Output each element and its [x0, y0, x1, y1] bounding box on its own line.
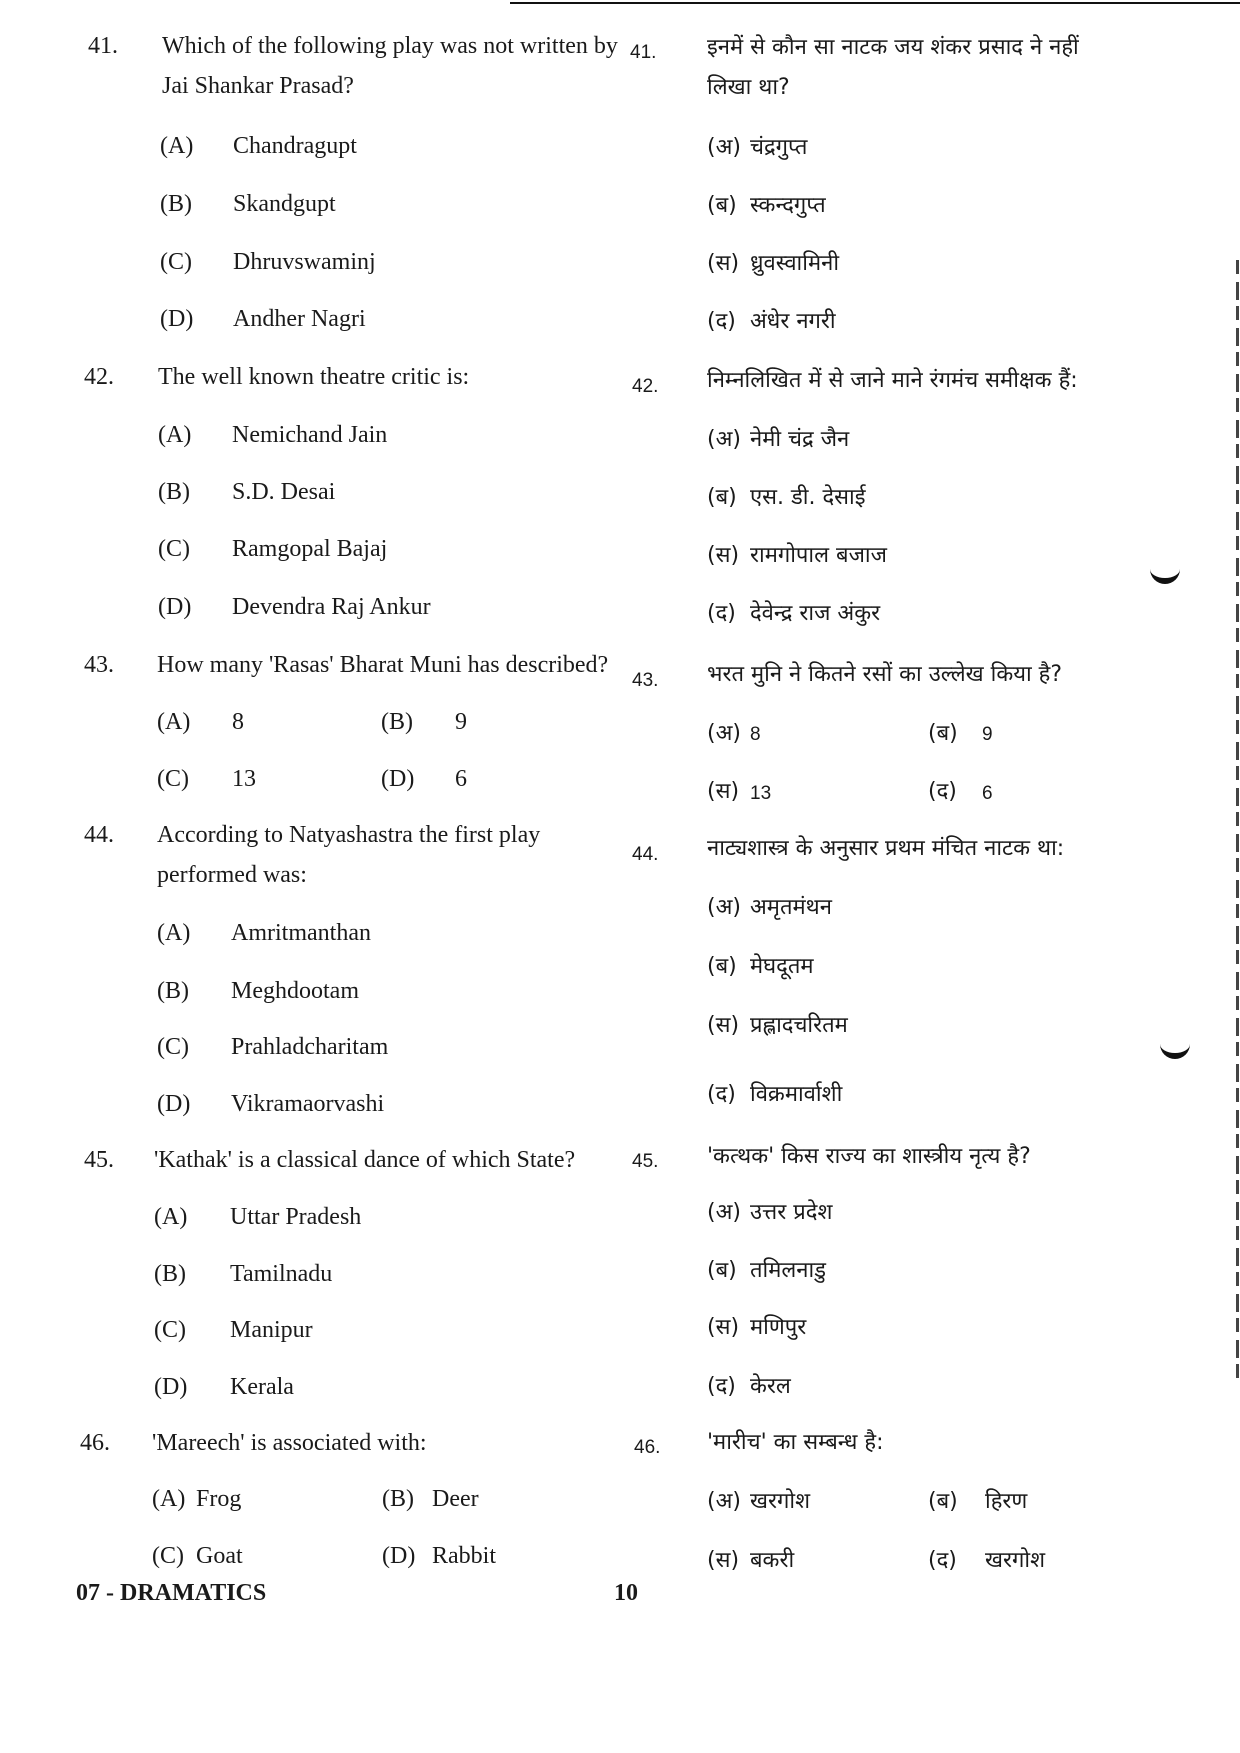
- option-text-hindi: विक्रमार्वाशी: [750, 1082, 843, 1107]
- option-label: (C): [160, 249, 192, 275]
- option-label-hindi: (द): [707, 1082, 736, 1107]
- option-text: Kerala: [230, 1374, 294, 1400]
- option-text: Nemichand Jain: [232, 422, 388, 448]
- option-label: (A): [158, 422, 192, 448]
- option-text-hindi: स्कन्दगुप्त: [750, 193, 826, 218]
- question-text-hindi: लिखा था?: [707, 75, 790, 100]
- option-label-hindi: (ब): [707, 954, 737, 979]
- option-text-hindi: चंद्रगुप्त: [750, 135, 808, 160]
- option-label-hindi: (द): [707, 601, 736, 626]
- option-text-hindi: खरगोश: [985, 1548, 1046, 1573]
- option-label: (D): [160, 306, 194, 332]
- question-number: 45.: [84, 1147, 114, 1173]
- option-text: 9: [455, 709, 467, 735]
- option-label: (C): [158, 536, 190, 562]
- option-label: (B): [381, 709, 413, 735]
- question-number: 42.: [84, 364, 114, 390]
- option-label-hindi: (ब): [928, 721, 958, 746]
- option-text: Frog: [196, 1486, 242, 1512]
- option-text: Dhruvswaminj: [233, 249, 376, 275]
- question-text: How many 'Rasas' Bharat Muni has described?: [157, 652, 609, 678]
- option-text-hindi: 13: [750, 783, 772, 804]
- scan-mark: [1150, 560, 1180, 584]
- option-label: (B): [154, 1261, 186, 1287]
- question-number: 43.: [84, 652, 114, 678]
- top-rule: [510, 2, 1240, 4]
- question-text-hindi: इनमें से कौन सा नाटक जय शंकर प्रसाद ने नहीं: [707, 35, 1079, 60]
- option-label: (B): [157, 978, 189, 1004]
- option-text-hindi: 8: [750, 724, 761, 745]
- option-label-hindi: (अ): [707, 1489, 741, 1514]
- option-label-hindi: (स): [707, 1315, 740, 1340]
- option-label-hindi: (स): [707, 543, 740, 568]
- option-text-hindi: मणिपुर: [750, 1315, 807, 1340]
- option-text: Chandragupt: [233, 133, 357, 159]
- question-number-hindi: 46.: [634, 1437, 661, 1458]
- option-text-hindi: 9: [982, 724, 993, 745]
- option-text: Deer: [432, 1486, 479, 1512]
- option-text: Ramgopal Bajaj: [232, 536, 388, 562]
- scan-mark: [1160, 1035, 1190, 1059]
- option-label-hindi: (ब): [707, 1258, 737, 1283]
- option-text-hindi: ध्रुवस्वामिनी: [750, 251, 840, 276]
- option-text-hindi: एस. डी. देसाई: [750, 485, 866, 510]
- question-text: Jai Shankar Prasad?: [162, 73, 354, 99]
- option-label-hindi: (अ): [707, 1200, 741, 1225]
- option-label-hindi: (अ): [707, 427, 741, 452]
- option-text: Devendra Raj Ankur: [232, 594, 431, 620]
- question-text: According to Natyashastra the first play: [157, 822, 541, 848]
- question-text-hindi: नाट्यशास्त्र के अनुसार प्रथम मंचित नाटक था:: [707, 836, 1065, 861]
- option-text: S.D. Desai: [232, 479, 336, 505]
- option-label-hindi: (स): [707, 779, 740, 804]
- option-label-hindi: (अ): [707, 721, 741, 746]
- option-label: (B): [382, 1486, 414, 1512]
- option-label: (D): [382, 1543, 416, 1569]
- option-label: (A): [152, 1486, 186, 1512]
- question-text: 'Mareech' is associated with:: [152, 1430, 427, 1456]
- option-label: (C): [154, 1317, 186, 1343]
- option-label: (D): [158, 594, 192, 620]
- option-label-hindi: (ब): [928, 1489, 958, 1514]
- question-number-hindi: 42.: [632, 376, 659, 397]
- option-text-hindi: प्रह्लादचरितम: [750, 1013, 848, 1038]
- option-label-hindi: (द): [707, 309, 736, 334]
- question-text-hindi: भरत मुनि ने कितने रसों का उल्लेख किया है?: [707, 662, 1063, 687]
- option-text-hindi: अंधेर नगरी: [750, 309, 836, 334]
- option-text: Amritmanthan: [231, 920, 371, 946]
- option-label-hindi: (द): [707, 1374, 736, 1399]
- question-number-hindi: 41.: [630, 42, 657, 63]
- option-text: Meghdootam: [231, 978, 359, 1004]
- option-label: (B): [158, 479, 190, 505]
- question-text-hindi: 'कत्थक' किस राज्य का शास्त्रीय नृत्य है?: [707, 1144, 1031, 1169]
- option-text: Uttar Pradesh: [230, 1204, 362, 1230]
- option-text-hindi: मेघदूतम: [750, 954, 814, 979]
- option-label-hindi: (द): [928, 1548, 957, 1573]
- option-label-hindi: (ब): [707, 193, 737, 218]
- option-text-hindi: रामगोपाल बजाज: [750, 543, 887, 568]
- question-text: performed was:: [157, 862, 307, 888]
- option-label: (B): [160, 191, 192, 217]
- option-text-hindi: केरल: [750, 1374, 791, 1399]
- option-label-hindi: (स): [707, 1013, 740, 1038]
- option-text: 8: [232, 709, 244, 735]
- option-text: Skandgupt: [233, 191, 336, 217]
- question-text: The well known theatre critic is:: [158, 364, 470, 390]
- option-text: Vikramaorvashi: [231, 1091, 385, 1117]
- option-label-hindi: (अ): [707, 895, 741, 920]
- question-number-hindi: 44.: [632, 844, 659, 865]
- option-text-hindi: तमिलनाडु: [750, 1258, 826, 1283]
- option-text: Manipur: [230, 1317, 313, 1343]
- option-text: Tamilnadu: [230, 1261, 333, 1287]
- option-label-hindi: (ब): [707, 485, 737, 510]
- option-text-hindi: 6: [982, 783, 993, 804]
- option-label: (A): [157, 709, 191, 735]
- question-number: 41.: [88, 33, 118, 59]
- option-label-hindi: (स): [707, 251, 740, 276]
- option-text-hindi: खरगोश: [750, 1489, 811, 1514]
- option-text: Andher Nagri: [233, 306, 366, 332]
- option-label: (A): [154, 1204, 188, 1230]
- option-text-hindi: देवेन्द्र राज अंकुर: [750, 601, 881, 626]
- footer-subject: 07 - DRAMATICS: [76, 1580, 267, 1606]
- option-label: (C): [157, 766, 189, 792]
- option-label-hindi: (स): [707, 1548, 740, 1573]
- option-text-hindi: अमृतमंथन: [750, 895, 832, 920]
- option-text: Goat: [196, 1543, 243, 1569]
- option-text-hindi: हिरण: [985, 1489, 1028, 1514]
- option-label-hindi: (अ): [707, 135, 741, 160]
- option-text: 6: [455, 766, 467, 792]
- option-text-hindi: नेमी चंद्र जैन: [750, 427, 850, 452]
- option-label: (A): [157, 920, 191, 946]
- option-label: (A): [160, 133, 194, 159]
- question-number: 46.: [80, 1430, 110, 1456]
- option-text-hindi: उत्तर प्रदेश: [750, 1200, 833, 1225]
- option-label: (C): [152, 1543, 184, 1569]
- option-label: (D): [381, 766, 415, 792]
- question-text-hindi: निम्नलिखित में से जाने माने रंगमंच समीक्षक हैं:: [707, 368, 1078, 393]
- option-text: Prahladcharitam: [231, 1034, 389, 1060]
- question-number-hindi: 45.: [632, 1151, 659, 1172]
- question-text: Which of the following play was not written by: [162, 33, 618, 59]
- page-number: 10: [614, 1580, 638, 1606]
- option-text: Rabbit: [432, 1543, 496, 1569]
- option-label: (D): [157, 1091, 191, 1117]
- question-number: 44.: [84, 822, 114, 848]
- question-number-hindi: 43.: [632, 670, 659, 691]
- option-label: (C): [157, 1034, 189, 1060]
- option-label: (D): [154, 1374, 188, 1400]
- question-text: 'Kathak' is a classical dance of which State?: [154, 1147, 576, 1173]
- option-text: 13: [232, 766, 256, 792]
- option-text-hindi: बकरी: [750, 1548, 795, 1573]
- question-text-hindi: 'मारीच' का सम्बन्ध है:: [707, 1430, 884, 1455]
- option-label-hindi: (द): [928, 779, 957, 804]
- binding-edge: [1236, 260, 1239, 1380]
